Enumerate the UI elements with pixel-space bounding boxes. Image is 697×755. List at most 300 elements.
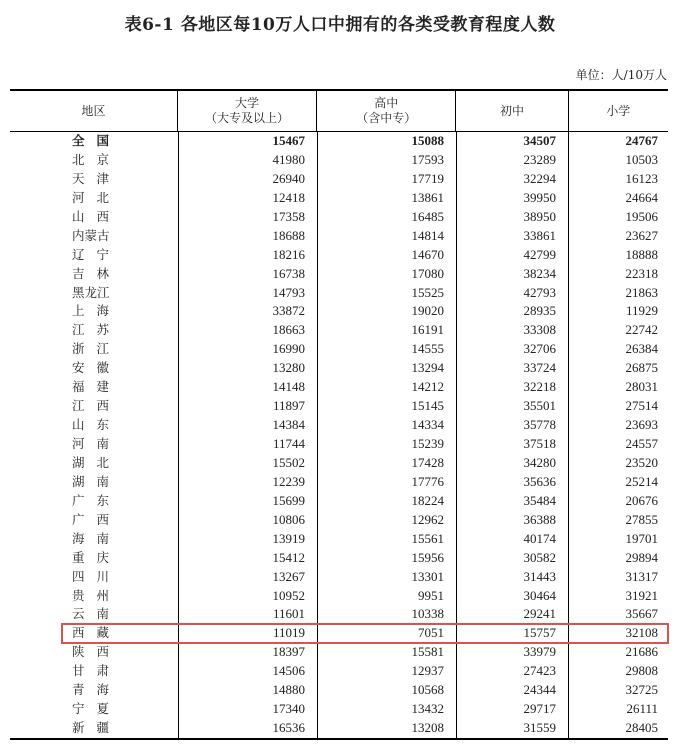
cell-high bbox=[317, 340, 456, 359]
cell-primary bbox=[568, 662, 668, 681]
cell-value: 20676 bbox=[625, 492, 658, 508]
cell-value: 35636 bbox=[523, 473, 556, 489]
cell-value: 27855 bbox=[625, 511, 658, 527]
cell-college bbox=[178, 568, 317, 587]
highlight-box bbox=[61, 623, 669, 644]
cell-value: 10806 bbox=[272, 511, 305, 527]
cell-value: 18688 bbox=[272, 227, 305, 243]
cell-region bbox=[10, 302, 178, 321]
cell-college bbox=[178, 340, 317, 359]
table-row bbox=[10, 189, 668, 208]
cell-primary bbox=[568, 587, 668, 606]
cell-high bbox=[317, 643, 456, 662]
table-row bbox=[10, 284, 668, 303]
cell-value: 22742 bbox=[625, 322, 658, 338]
cell-region bbox=[10, 359, 178, 378]
table-body bbox=[10, 132, 668, 738]
cell-value: 13919 bbox=[272, 530, 305, 546]
cell-value: 30464 bbox=[523, 587, 556, 603]
cell-value: 27423 bbox=[523, 663, 556, 679]
cell-region bbox=[10, 643, 178, 662]
cell-value: 17358 bbox=[272, 208, 305, 224]
cell-value: 31921 bbox=[625, 587, 658, 603]
cell-region bbox=[10, 340, 178, 359]
table-row bbox=[10, 605, 668, 624]
cell-primary bbox=[568, 208, 668, 227]
cell-value: 14148 bbox=[272, 379, 305, 395]
cell-region bbox=[10, 473, 178, 492]
cell-college bbox=[178, 605, 317, 624]
cell-college bbox=[178, 511, 317, 530]
cell-high bbox=[317, 416, 456, 435]
region-name: 河南 bbox=[72, 436, 122, 451]
cell-value: 41980 bbox=[272, 151, 305, 167]
cell-value: 14555 bbox=[411, 341, 444, 357]
region-name: 河北 bbox=[72, 189, 122, 205]
cell-college bbox=[178, 227, 317, 246]
cell-value: 11897 bbox=[272, 398, 305, 414]
cell-junior bbox=[456, 511, 568, 530]
table-row bbox=[10, 227, 668, 246]
cell-region bbox=[10, 605, 178, 624]
cell-value: 16990 bbox=[272, 341, 305, 357]
cell-value: 32294 bbox=[523, 170, 556, 186]
cell-junior bbox=[456, 284, 568, 303]
cell-high bbox=[317, 284, 456, 303]
cell-value: 15699 bbox=[272, 492, 305, 508]
header-high-sublabel: （含中专） bbox=[356, 111, 417, 125]
cell-primary bbox=[568, 435, 668, 454]
cell-primary bbox=[568, 340, 668, 359]
cell-junior bbox=[456, 416, 568, 435]
cell-value: 17776 bbox=[411, 473, 444, 489]
cell-high bbox=[317, 132, 456, 151]
cell-value: 29717 bbox=[523, 701, 556, 717]
cell-primary bbox=[568, 359, 668, 378]
cell-primary bbox=[568, 227, 668, 246]
cell-region bbox=[10, 568, 178, 587]
cell-region bbox=[10, 321, 178, 340]
cell-college bbox=[178, 530, 317, 549]
cell-high bbox=[317, 681, 456, 700]
cell-college bbox=[178, 587, 317, 606]
cell-primary bbox=[568, 549, 668, 568]
cell-value: 24664 bbox=[625, 189, 658, 205]
cell-high bbox=[317, 302, 456, 321]
region-name: 吉林 bbox=[72, 265, 122, 281]
region-name: 湖南 bbox=[72, 473, 122, 489]
cell-value: 15502 bbox=[272, 454, 305, 470]
cell-primary bbox=[568, 246, 668, 265]
cell-value: 18224 bbox=[411, 492, 444, 508]
table-row bbox=[10, 643, 668, 662]
header-region bbox=[10, 91, 177, 131]
cell-region bbox=[10, 227, 178, 246]
cell-junior bbox=[456, 170, 568, 189]
cell-junior bbox=[456, 549, 568, 568]
cell-value: 32725 bbox=[625, 682, 658, 698]
cell-value: 11019 bbox=[272, 625, 305, 641]
cell-college bbox=[178, 473, 317, 492]
table-row bbox=[10, 473, 668, 492]
region-name: 天津 bbox=[72, 170, 122, 186]
cell-value: 24344 bbox=[523, 682, 556, 698]
cell-region bbox=[10, 208, 178, 227]
cell-value: 28935 bbox=[523, 303, 556, 319]
cell-region bbox=[10, 189, 178, 208]
cell-region bbox=[10, 662, 178, 681]
cell-value: 37518 bbox=[523, 436, 556, 451]
header-primary bbox=[568, 91, 668, 131]
header-college-sublabel: （大专及以上） bbox=[205, 111, 290, 125]
cell-junior bbox=[456, 681, 568, 700]
cell-value: 13861 bbox=[411, 189, 444, 205]
cell-value: 19020 bbox=[411, 303, 444, 319]
header-junior-label: 初中 bbox=[499, 103, 524, 118]
cell-primary bbox=[568, 511, 668, 530]
cell-primary bbox=[568, 321, 668, 340]
cell-region bbox=[10, 719, 178, 738]
cell-college bbox=[178, 132, 317, 151]
cell-value: 19506 bbox=[625, 208, 658, 224]
cell-junior bbox=[456, 246, 568, 265]
region-name: 广东 bbox=[72, 492, 122, 508]
cell-region bbox=[10, 530, 178, 549]
cell-value: 24557 bbox=[625, 436, 658, 451]
region-name: 陕西 bbox=[72, 644, 122, 660]
cell-value: 13301 bbox=[411, 568, 444, 584]
cell-primary bbox=[568, 454, 668, 473]
cell-college bbox=[178, 321, 317, 340]
cell-value: 13294 bbox=[411, 360, 444, 376]
region-name: 重庆 bbox=[72, 549, 122, 565]
cell-primary bbox=[568, 265, 668, 284]
cell-region bbox=[10, 170, 178, 189]
cell-value: 31317 bbox=[625, 568, 658, 584]
cell-primary bbox=[568, 605, 668, 624]
cell-value: 29241 bbox=[523, 606, 556, 622]
cell-junior bbox=[456, 568, 568, 587]
cell-college bbox=[178, 643, 317, 662]
header-primary-label: 小学 bbox=[606, 103, 631, 118]
cell-region bbox=[10, 454, 178, 473]
cell-value: 15581 bbox=[411, 644, 444, 660]
region-name: 黑龙江 bbox=[72, 284, 110, 300]
region-name: 江苏 bbox=[72, 322, 122, 338]
cell-primary bbox=[568, 643, 668, 662]
cell-region bbox=[10, 511, 178, 530]
cell-region bbox=[10, 416, 178, 435]
cell-value: 15525 bbox=[411, 284, 444, 300]
cell-value: 26384 bbox=[625, 341, 658, 357]
cell-value: 15145 bbox=[411, 398, 444, 414]
header-high-school bbox=[316, 91, 455, 131]
cell-value: 12937 bbox=[411, 663, 444, 679]
cell-value: 14670 bbox=[411, 246, 444, 262]
cell-high bbox=[317, 359, 456, 378]
cell-junior bbox=[456, 340, 568, 359]
cell-high bbox=[317, 208, 456, 227]
cell-value: 18397 bbox=[272, 644, 305, 660]
cell-value: 17719 bbox=[411, 170, 444, 186]
cell-value: 14212 bbox=[411, 379, 444, 395]
cell-primary bbox=[568, 492, 668, 511]
table-row bbox=[10, 492, 668, 511]
cell-value: 29808 bbox=[625, 663, 658, 679]
cell-primary bbox=[568, 681, 668, 700]
header-high-label: 高中 bbox=[374, 96, 399, 110]
cell-region bbox=[10, 265, 178, 284]
cell-value: 35501 bbox=[523, 398, 556, 414]
cell-high bbox=[317, 397, 456, 416]
cell-region bbox=[10, 246, 178, 265]
table-row bbox=[10, 681, 668, 700]
cell-value: 25214 bbox=[625, 473, 658, 489]
cell-high bbox=[317, 435, 456, 454]
cell-junior bbox=[456, 321, 568, 340]
cell-value: 12962 bbox=[411, 511, 444, 527]
cell-high bbox=[317, 473, 456, 492]
cell-high bbox=[317, 662, 456, 681]
cell-value: 33861 bbox=[523, 227, 556, 243]
region-name: 宁夏 bbox=[72, 701, 122, 717]
region-name: 西藏 bbox=[72, 625, 122, 641]
cell-college bbox=[178, 681, 317, 700]
cell-value: 38950 bbox=[523, 208, 556, 224]
cell-junior bbox=[456, 454, 568, 473]
cell-college bbox=[178, 416, 317, 435]
table-row bbox=[10, 340, 668, 359]
cell-value: 21863 bbox=[625, 284, 658, 300]
header-college bbox=[177, 91, 316, 131]
cell-value: 11744 bbox=[272, 436, 305, 451]
cell-value: 17428 bbox=[411, 454, 444, 470]
cell-value: 14506 bbox=[272, 663, 305, 679]
table-row bbox=[10, 246, 668, 265]
cell-primary bbox=[568, 132, 668, 151]
cell-value: 17080 bbox=[411, 265, 444, 281]
cell-college bbox=[178, 549, 317, 568]
cell-high bbox=[317, 454, 456, 473]
cell-value: 12239 bbox=[272, 473, 305, 489]
cell-value: 24767 bbox=[625, 133, 658, 148]
cell-region bbox=[10, 587, 178, 606]
cell-value: 14814 bbox=[411, 227, 444, 243]
cell-junior bbox=[456, 208, 568, 227]
cell-high bbox=[317, 511, 456, 530]
region-name: 湖北 bbox=[72, 454, 122, 470]
cell-value: 11601 bbox=[272, 606, 305, 622]
table-row bbox=[10, 719, 668, 738]
cell-value: 16191 bbox=[411, 322, 444, 338]
cell-value: 14880 bbox=[272, 682, 305, 698]
cell-value: 10503 bbox=[625, 151, 658, 167]
cell-high bbox=[317, 700, 456, 719]
header-region-label: 地区 bbox=[81, 103, 106, 118]
cell-primary bbox=[568, 284, 668, 303]
cell-high bbox=[317, 719, 456, 738]
cell-value: 7051 bbox=[418, 625, 444, 641]
region-name: 辽宁 bbox=[72, 246, 122, 262]
cell-junior bbox=[456, 700, 568, 719]
cell-value: 18216 bbox=[272, 246, 305, 262]
header-college-label: 大学 bbox=[235, 96, 260, 110]
cell-college bbox=[178, 170, 317, 189]
cell-value: 9951 bbox=[418, 587, 444, 603]
cell-primary bbox=[568, 397, 668, 416]
cell-value: 17593 bbox=[411, 151, 444, 167]
table-row bbox=[10, 435, 668, 454]
cell-junior bbox=[456, 473, 568, 492]
cell-region bbox=[10, 681, 178, 700]
cell-high bbox=[317, 378, 456, 397]
cell-value: 16738 bbox=[272, 265, 305, 281]
cell-value: 15757 bbox=[523, 625, 556, 641]
table-row bbox=[10, 662, 668, 681]
cell-value: 14334 bbox=[411, 417, 444, 433]
cell-value: 13208 bbox=[411, 720, 444, 736]
cell-value: 16123 bbox=[625, 170, 658, 186]
table-row bbox=[10, 530, 668, 549]
cell-junior bbox=[456, 378, 568, 397]
cell-college bbox=[178, 454, 317, 473]
cell-college bbox=[178, 662, 317, 681]
cell-primary bbox=[568, 151, 668, 170]
cell-junior bbox=[456, 189, 568, 208]
cell-value: 23627 bbox=[625, 227, 658, 243]
cell-value: 14384 bbox=[272, 417, 305, 433]
cell-high bbox=[317, 530, 456, 549]
cell-value: 23693 bbox=[625, 417, 658, 433]
region-name: 海南 bbox=[72, 530, 122, 546]
table-row bbox=[10, 454, 668, 473]
cell-region bbox=[10, 492, 178, 511]
cell-value: 31559 bbox=[523, 720, 556, 736]
table-row bbox=[10, 208, 668, 227]
cell-high bbox=[317, 587, 456, 606]
table-row bbox=[10, 170, 668, 189]
cell-value: 12418 bbox=[272, 189, 305, 205]
cell-college bbox=[178, 359, 317, 378]
cell-value: 33872 bbox=[272, 303, 305, 319]
table-row bbox=[10, 416, 668, 435]
cell-value: 15088 bbox=[411, 133, 444, 148]
cell-value: 21686 bbox=[625, 644, 658, 660]
cell-value: 15956 bbox=[411, 549, 444, 565]
cell-primary bbox=[568, 530, 668, 549]
table-row bbox=[10, 511, 668, 530]
cell-high bbox=[317, 568, 456, 587]
cell-junior bbox=[456, 587, 568, 606]
cell-junior bbox=[456, 605, 568, 624]
cell-value: 38234 bbox=[523, 265, 556, 281]
cell-college bbox=[178, 208, 317, 227]
cell-primary bbox=[568, 189, 668, 208]
cell-value: 33308 bbox=[523, 322, 556, 338]
cell-junior bbox=[456, 227, 568, 246]
cell-value: 35667 bbox=[625, 606, 658, 622]
table-row bbox=[10, 321, 668, 340]
region-name: 四川 bbox=[72, 568, 122, 584]
cell-value: 28405 bbox=[625, 720, 658, 736]
cell-value: 22318 bbox=[625, 265, 658, 281]
table-title: 表6-1 各地区每10万人口中拥有的各类受教育程度人数 bbox=[124, 15, 556, 35]
cell-region bbox=[10, 549, 178, 568]
cell-high bbox=[317, 170, 456, 189]
cell-junior bbox=[456, 359, 568, 378]
cell-region bbox=[10, 132, 178, 151]
cell-value: 27514 bbox=[625, 398, 658, 414]
cell-junior bbox=[456, 397, 568, 416]
cell-value: 32706 bbox=[523, 341, 556, 357]
cell-high bbox=[317, 227, 456, 246]
cell-primary bbox=[568, 473, 668, 492]
cell-value: 15467 bbox=[272, 133, 305, 148]
region-name: 云南 bbox=[72, 606, 122, 622]
cell-high bbox=[317, 321, 456, 340]
cell-value: 33979 bbox=[523, 644, 556, 660]
cell-college bbox=[178, 378, 317, 397]
cell-college bbox=[178, 492, 317, 511]
cell-college bbox=[178, 246, 317, 265]
cell-high bbox=[317, 549, 456, 568]
cell-college bbox=[178, 719, 317, 738]
table-row bbox=[10, 378, 668, 397]
cell-value: 34507 bbox=[523, 133, 556, 148]
cell-value: 31443 bbox=[523, 568, 556, 584]
region-name: 甘肃 bbox=[72, 663, 122, 679]
header-junior bbox=[455, 91, 567, 131]
cell-value: 26875 bbox=[625, 360, 658, 376]
cell-junior bbox=[456, 662, 568, 681]
region-name: 新疆 bbox=[72, 720, 122, 736]
region-name: 江西 bbox=[72, 398, 122, 414]
cell-junior bbox=[456, 643, 568, 662]
cell-value: 42799 bbox=[523, 246, 556, 262]
cell-value: 15239 bbox=[411, 436, 444, 451]
region-name: 青海 bbox=[72, 682, 122, 698]
table-row bbox=[10, 397, 668, 416]
cell-junior bbox=[456, 132, 568, 151]
cell-value: 17340 bbox=[272, 701, 305, 717]
cell-value: 34280 bbox=[523, 454, 556, 470]
cell-college bbox=[178, 302, 317, 321]
cell-value: 10568 bbox=[411, 682, 444, 698]
cell-region bbox=[10, 700, 178, 719]
cell-value: 13432 bbox=[411, 701, 444, 717]
cell-region bbox=[10, 397, 178, 416]
cell-junior bbox=[456, 302, 568, 321]
cell-junior bbox=[456, 719, 568, 738]
cell-value: 23520 bbox=[625, 454, 658, 470]
cell-value: 16536 bbox=[272, 720, 305, 736]
cell-value: 14793 bbox=[272, 284, 305, 300]
unit-label: 单位：人/10万人 bbox=[575, 68, 667, 82]
region-name: 山东 bbox=[72, 417, 122, 433]
cell-college bbox=[178, 151, 317, 170]
cell-college bbox=[178, 265, 317, 284]
table-header bbox=[10, 91, 668, 132]
cell-high bbox=[317, 492, 456, 511]
table-row bbox=[10, 302, 668, 321]
cell-primary bbox=[568, 416, 668, 435]
region-name: 内蒙古 bbox=[72, 227, 110, 243]
cell-college bbox=[178, 435, 317, 454]
cell-high bbox=[317, 151, 456, 170]
table-row bbox=[10, 587, 668, 606]
cell-value: 28031 bbox=[625, 379, 658, 395]
region-name: 浙江 bbox=[72, 341, 122, 357]
